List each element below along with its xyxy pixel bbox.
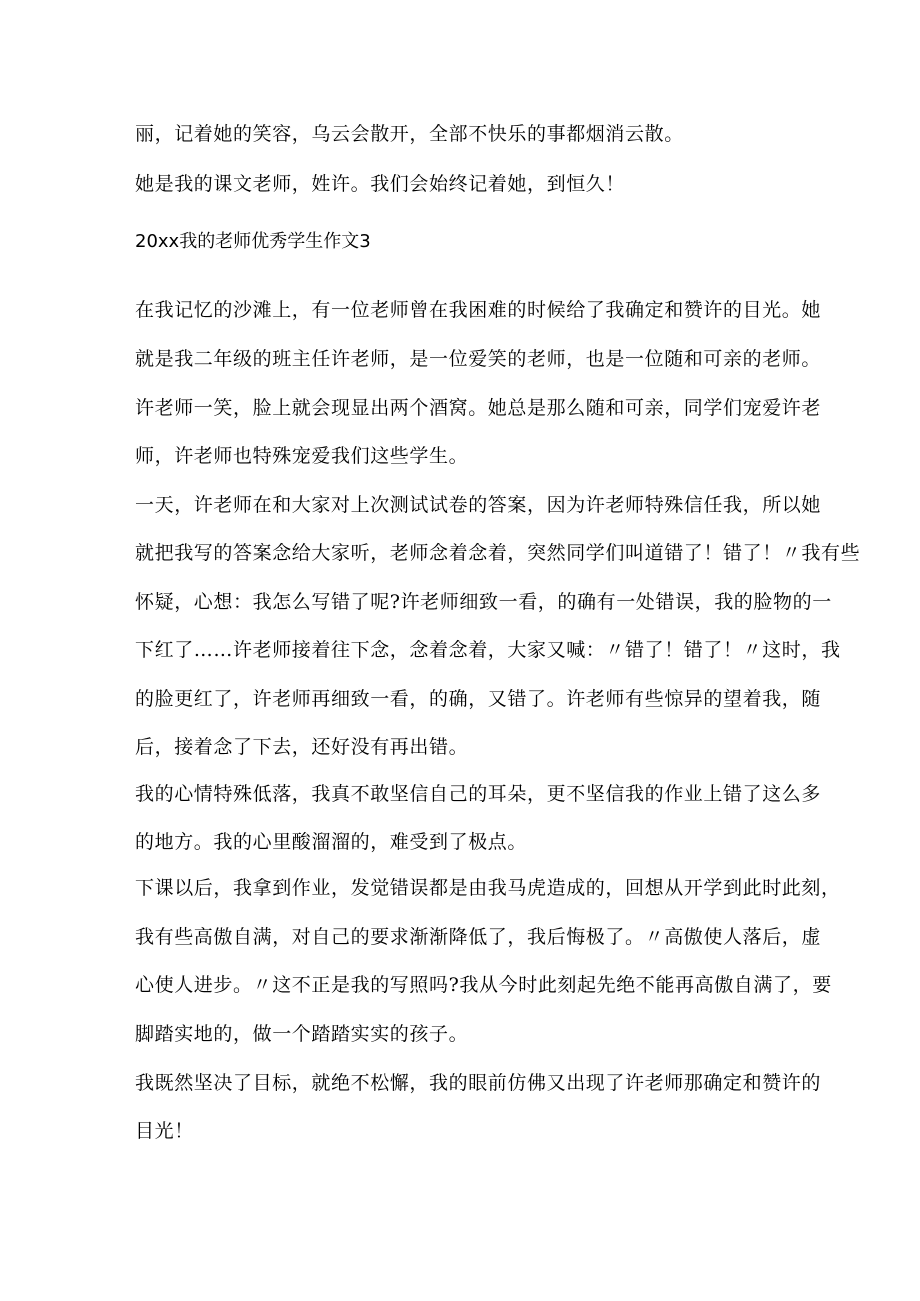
body-line-14: 我有些高傲自满，对自己的要求渐渐降低了，我后悔极了。〃高傲使人落后，虚 [135, 926, 822, 948]
body-line-8: 下红了……许老师接着往下念，念着念着，大家又喊：〃错了！错了！〃这时，我 [135, 639, 841, 661]
body-line-9: 的脸更红了，许老师再细致一看，的确，又错了。许老师有些惊异的望着我，随 [135, 688, 822, 710]
body-line-16: 脚踏实地的，做一个踏踏实实的孩子。 [135, 1023, 469, 1045]
body-line-6: 就把我写的答案念给大家听，老师念着念着，突然同学们叫道错了！错了！〃我有些 [135, 542, 861, 564]
body-line-11: 我的心情特殊低落，我真不敢坚信自己的耳朵，更不坚信我的作业上错了这么多 [135, 783, 822, 805]
body-line-15: 心使人进步。〃这不正是我的写照吗?我从今时此刻起先绝不能再高傲自满了，要 [135, 974, 832, 996]
body-line-10: 后，接着念了下去，还好没有再出错。 [135, 736, 469, 758]
body-line-4: 师，许老师也特殊宠爱我们这些学生。 [135, 445, 469, 467]
body-line-13: 下课以后，我拿到作业，发觉错误都是由我马虎造成的，回想从开学到此时此刻， [135, 877, 841, 899]
body-line-18: 目光！ [135, 1120, 194, 1142]
body-line-3: 许老师一笑，脸上就会现显出两个酒窝。她总是那么随和可亲，同学们宠爱许老 [135, 397, 822, 419]
section-title: 20xx我的老师优秀学生作文3 [135, 231, 371, 252]
body-line-12: 的地方。我的心里酸溜溜的，难受到了极点。 [135, 831, 528, 853]
body-line-17: 我既然坚决了目标，就绝不松懈，我的眼前仿佛又出现了许老师那确定和赞许的 [135, 1072, 822, 1094]
intro-line-2: 她是我的课文老师，姓许。我们会始终记着她，到恒久！ [135, 173, 626, 195]
body-line-1: 在我记忆的沙滩上，有一位老师曾在我困难的时候给了我确定和赞许的目光。她 [135, 299, 822, 321]
body-line-5: 一天，许老师在和大家对上次测试试卷的答案，因为许老师特殊信任我，所以她 [135, 494, 822, 516]
body-line-2: 就是我二年级的班主任许老师，是一位爱笑的老师，也是一位随和可亲的老师。 [135, 348, 822, 370]
intro-line-1: 丽，记着她的笑容，乌云会散开，全部不快乐的事都烟消云散。 [135, 123, 684, 145]
body-line-7: 怀疑，心想：我怎么写错了呢?许老师细致一看，的确有一处错误，我的脸物的一 [135, 591, 832, 613]
